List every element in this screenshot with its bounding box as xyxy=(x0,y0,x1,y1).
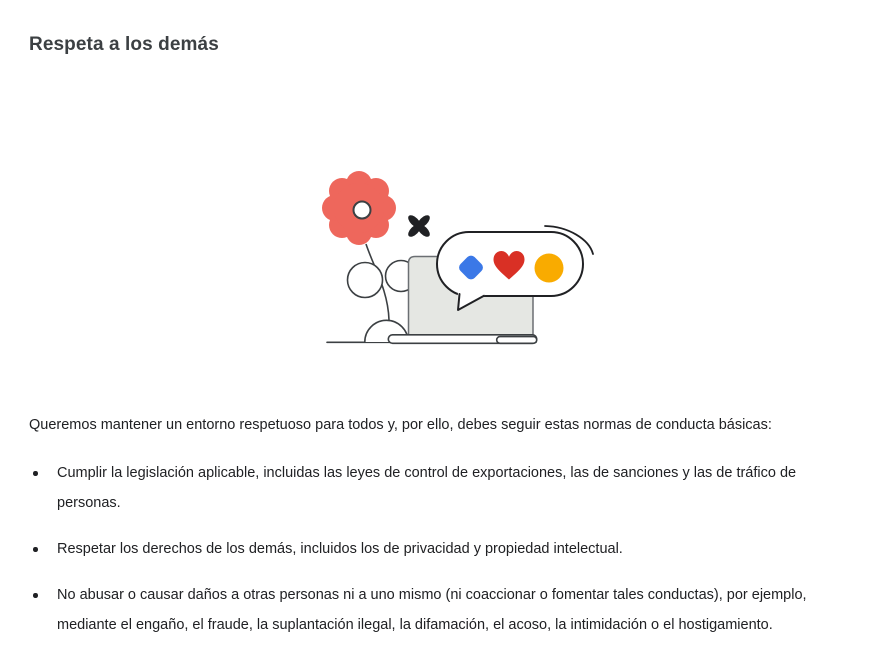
rule-text: No abusar o causar daños a otras personas ni a uno mismo (ni coaccionar o fomentar tales conductas), por ejemplo, mediante el engaño, el fraude, la suplantación ilegal, la difamación, el acoso, la intimidación o el hostigamiento. xyxy=(57,587,807,633)
sparkle-icon xyxy=(406,213,432,239)
page-title: Respeta a los demás xyxy=(29,34,219,55)
rule-item xyxy=(29,534,859,564)
flower-center xyxy=(354,202,371,219)
rule-item xyxy=(29,580,859,640)
rule-text: Respetar los derechos de los demás, incluidos los de privacidad y propiedad intelectual. xyxy=(57,541,623,557)
rule-item xyxy=(29,458,859,518)
rule-text: Cumplir la legislación aplicable, incluidas las leyes de control de exportaciones, las de sanciones y las de tráfico de personas. xyxy=(57,465,797,511)
rules-list xyxy=(29,458,859,648)
dot-icon xyxy=(535,254,564,283)
intro-paragraph: Queremos mantener un entorno respetuoso para todos y, por ello, debes seguir estas normas de conducta básicas: xyxy=(29,417,772,433)
laptop-base-latch xyxy=(497,337,537,344)
community-illustration xyxy=(300,150,600,350)
person-graphic xyxy=(348,261,417,343)
